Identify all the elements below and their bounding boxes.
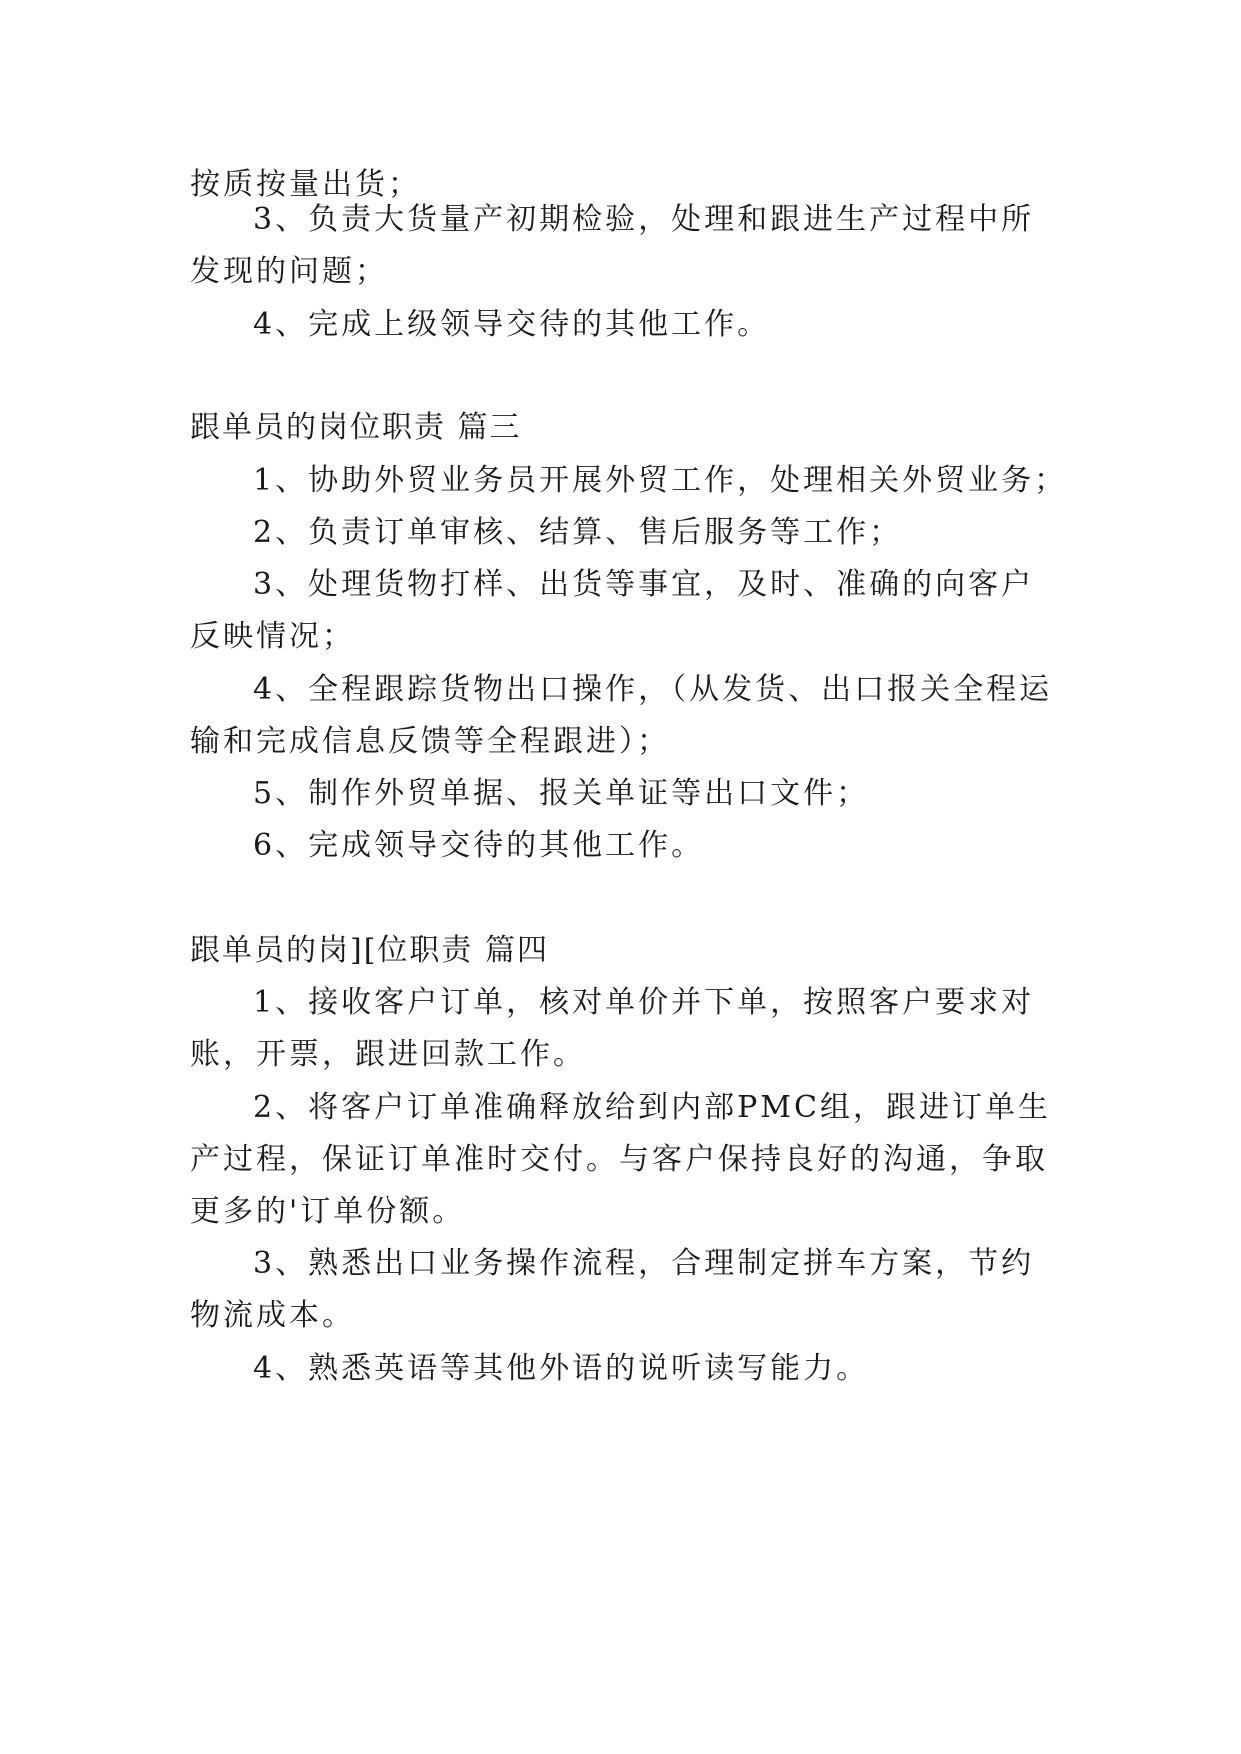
list-item: 1、协助外贸业务员开展外贸工作，处理相关外贸业务； bbox=[253, 463, 1068, 498]
text-line: 输和完成信息反馈等全程跟进）； bbox=[190, 724, 670, 759]
text-line: 更多的'订单份额。 bbox=[190, 1194, 466, 1229]
list-item: 6、完成领导交待的其他工作。 bbox=[253, 828, 705, 863]
text-line: 产过程，保证订单准时交付。与客户保持良好的沟通，争取 bbox=[190, 1142, 1048, 1177]
text-line: 发现的问题； bbox=[190, 254, 388, 289]
section-heading: 跟单员的岗][位职责 篇四 bbox=[190, 933, 549, 968]
text-line: 账，开票，跟进回款工作。 bbox=[190, 1037, 586, 1072]
list-item: 3、负责大货量产初期检验，处理和跟进生产过程中所 bbox=[253, 202, 1035, 237]
list-item: 3、处理货物打样、出货等事宜，及时、准确的向客户 bbox=[253, 567, 1035, 602]
list-item: 5、制作外贸单据、报关单证等出口文件； bbox=[253, 776, 870, 811]
list-item: 4、完成上级领导交待的其他工作。 bbox=[253, 307, 771, 342]
list-item: 1、接收客户订单，核对单价并下单，按照客户要求对 bbox=[253, 985, 1035, 1020]
text-line: 物流成本。 bbox=[190, 1298, 355, 1333]
text-line: 按质按量出货； bbox=[190, 167, 421, 202]
list-item: 4、熟悉英语等其他外语的说听读写能力。 bbox=[253, 1351, 870, 1386]
text-line: 反映情况； bbox=[190, 619, 355, 654]
list-item: 3、熟悉出口业务操作流程，合理制定拼车方案，节约 bbox=[253, 1246, 1035, 1281]
list-item: 2、负责订单审核、结算、售后服务等工作； bbox=[253, 515, 903, 550]
list-item: 4、全程跟踪货物出口操作，（从发货、出口报关全程运 bbox=[253, 672, 1053, 707]
section-heading: 跟单员的岗位职责 篇三 bbox=[190, 410, 522, 445]
list-item: 2、将客户订单准确释放给到内部PMC组，跟进订单生 bbox=[253, 1090, 1051, 1125]
